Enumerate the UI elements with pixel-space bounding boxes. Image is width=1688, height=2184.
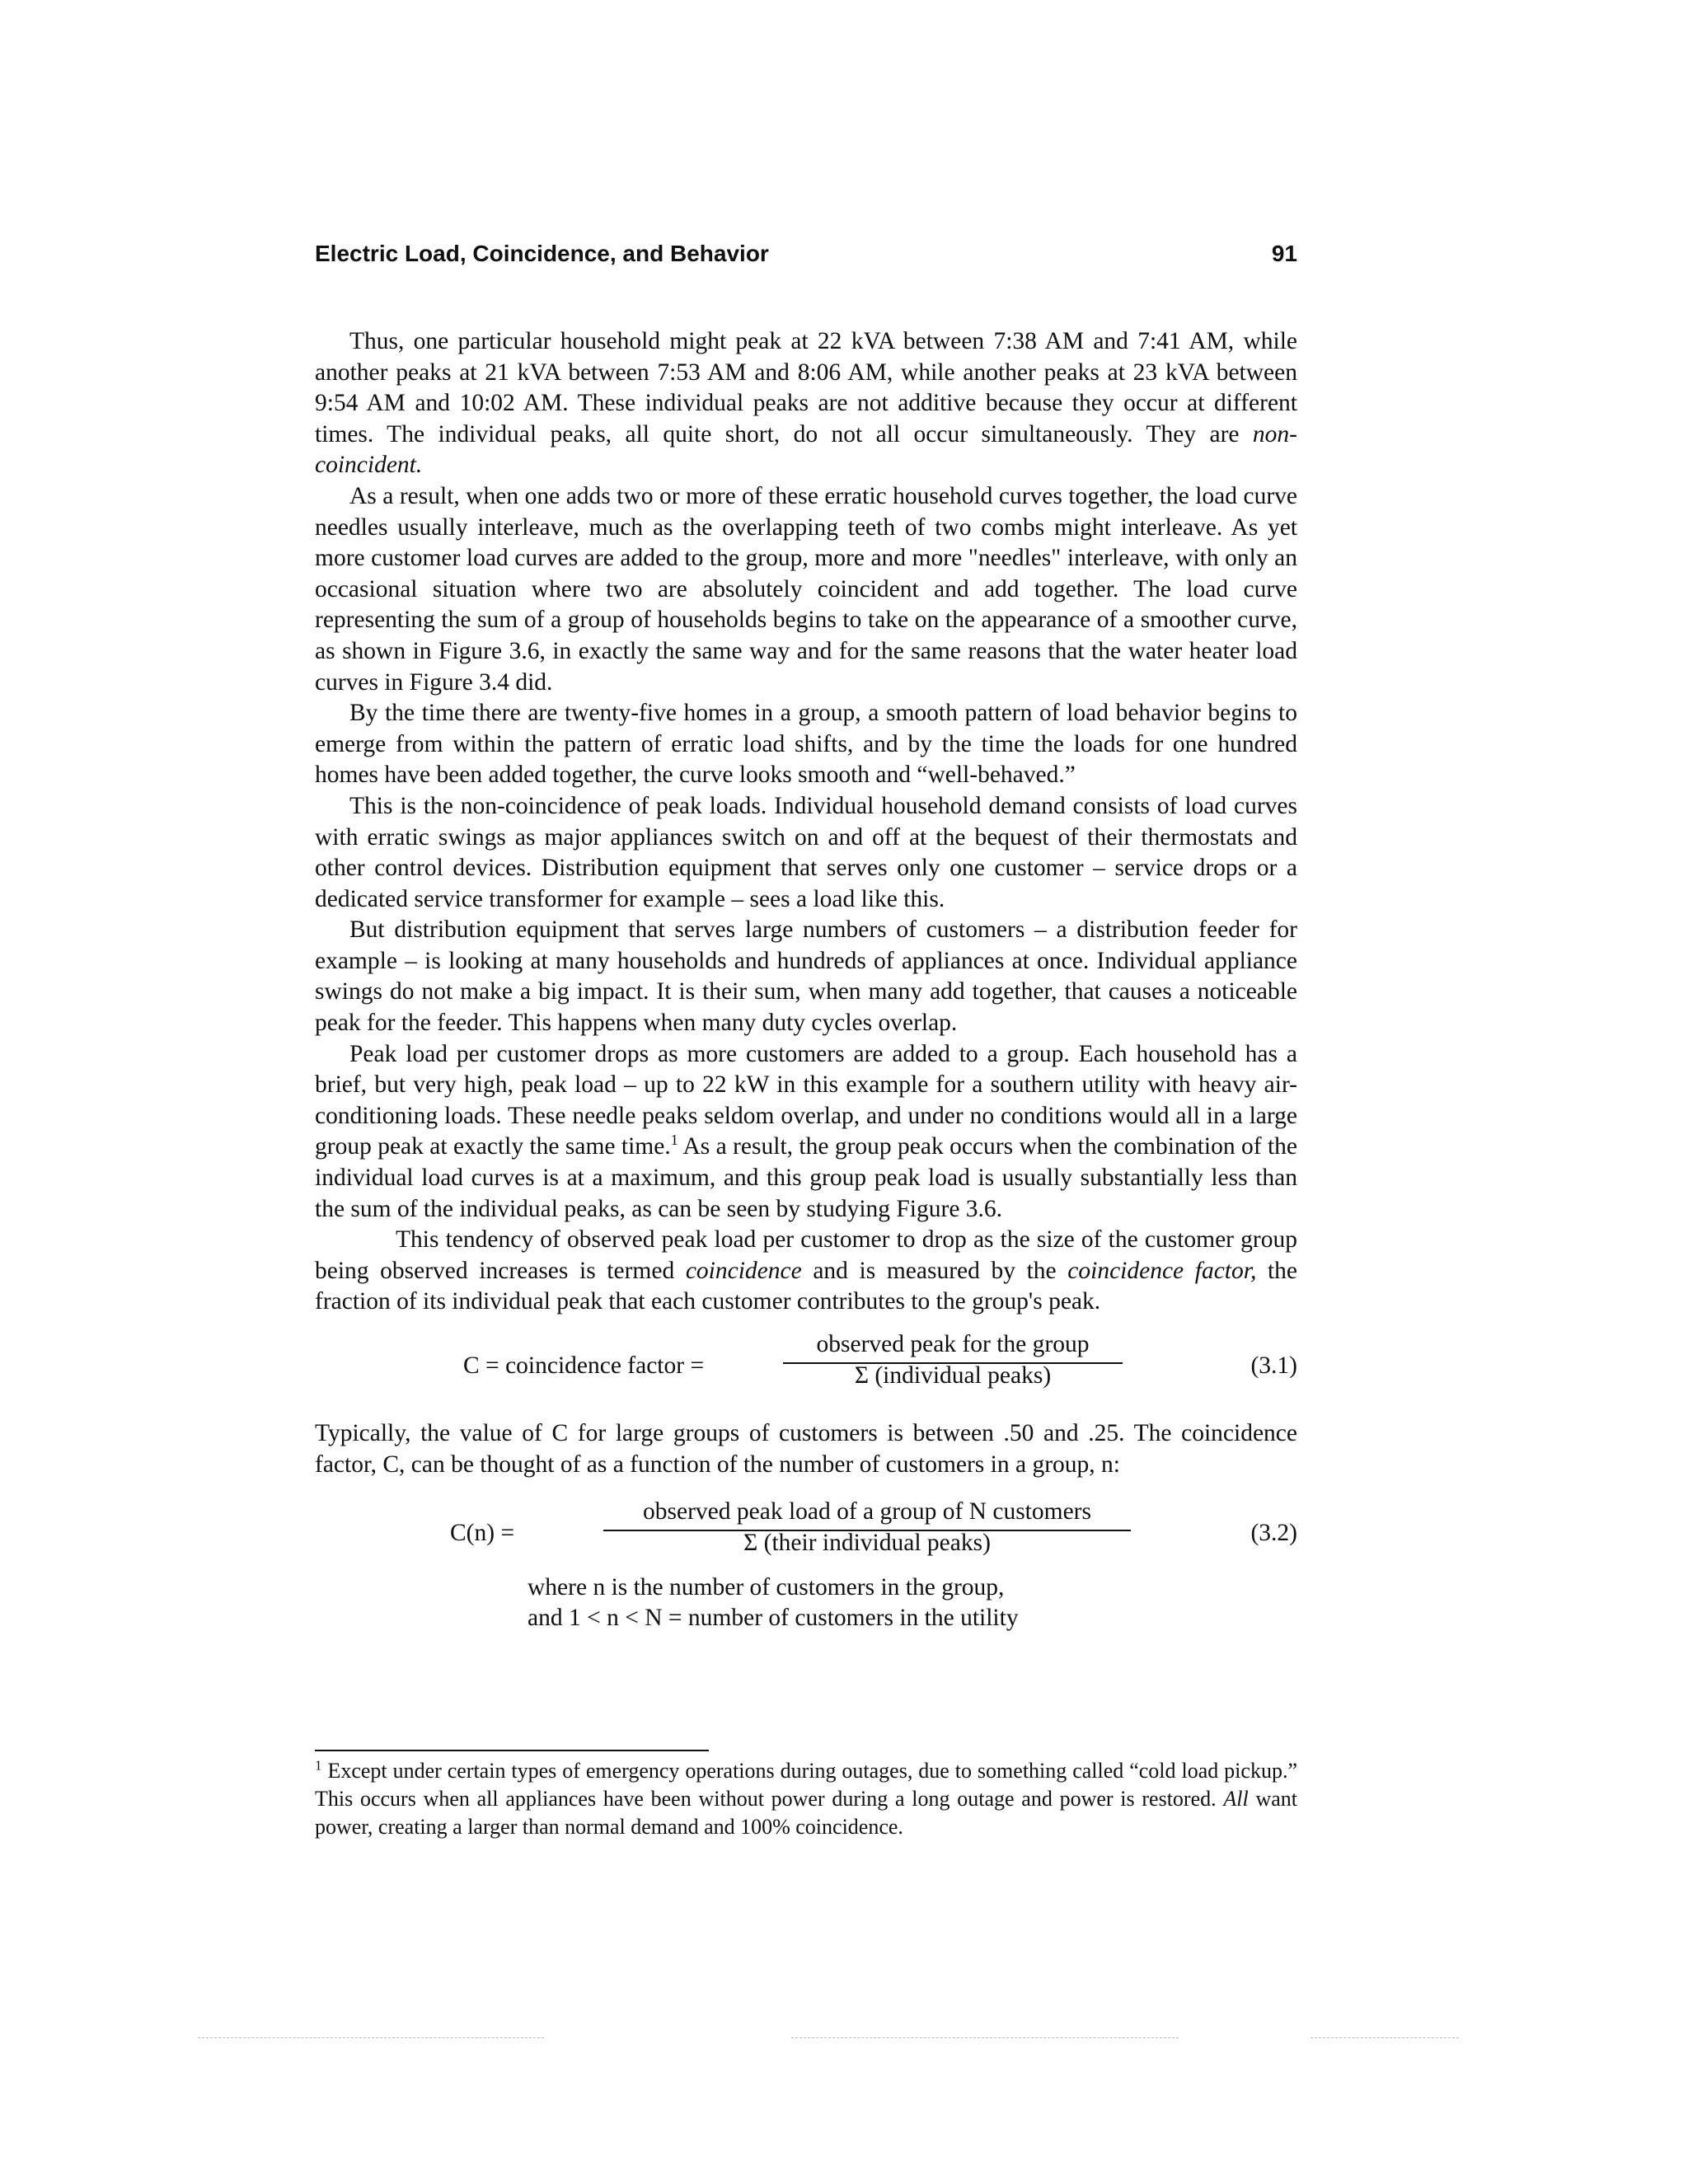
emphasis-non-coincident: non-coincident. xyxy=(315,420,1297,479)
paragraph-6 xyxy=(315,1039,1297,1226)
where-line-2: and 1 < n < N = number of customers in the utility xyxy=(528,1605,1019,1632)
paragraph-8: Typically, the value of C for large groups of customers is between .50 and .25. The coincidence factor, C, can be thought of as a function of the number of customers in a group, n: xyxy=(315,1420,1297,1478)
equation-3-1 xyxy=(315,1329,1297,1410)
page-number: 91 xyxy=(1271,241,1297,266)
footnote-text-a: Except under certain types of emergency operations during outages, due to something called “cold load pickup.” This occurs when all appliances have been without power during a long outage and power is restored. xyxy=(315,1759,1297,1811)
equation-3-2-numerator: observed peak load of a group of N customers xyxy=(643,1498,1091,1526)
paragraph-6-text-a: Peak load per customer drops as more customers are added to a group. Each household has a brief, but very high, peak load – up to 22 kW in this example for a southern utility with heavy air-conditioning loads. These needle peaks seldom overlap, and under no conditions would all in a large group peak at exactly the same time. xyxy=(315,1040,1297,1160)
equation-3-1-denominator: Σ (individual peaks) xyxy=(854,1361,1052,1389)
scan-artifact-right xyxy=(1311,2037,1459,2038)
scan-artifact-left xyxy=(198,2037,544,2038)
paragraph-2: As a result, when one adds two or more of these erratic household curves together, the load curve needles usually interleave, much as the overlapping teeth of two combs might interleave. As yet more customer load curves are added to the group, more and more "needles" interleave, with only an occasional situation where two are absolutely coincident and add together. The load curve representing the sum of a group of households begins to take on the appearance of a smoother curve, as shown in Figure 3.6, in exactly the same way and for the same reasons that the water heater load curves in Figure 3.4 did. xyxy=(315,482,1297,696)
footnote-number: 1 xyxy=(315,1757,322,1774)
equation-3-2-number: (3.2) xyxy=(1250,1520,1297,1547)
emphasis-coincidence: coincidence xyxy=(685,1257,802,1284)
equation-3-2-denominator: Σ (their individual peaks) xyxy=(743,1529,991,1556)
emphasis-coincidence-factor: coincidence factor, xyxy=(1067,1257,1257,1284)
footnote xyxy=(315,1757,1297,1841)
paragraph-7 xyxy=(315,1225,1297,1318)
equation-3-1-numerator: observed peak for the group xyxy=(816,1331,1090,1357)
paragraph-7-text-b: and is measured by the xyxy=(801,1257,1068,1284)
paragraph-7-text-a: This tendency of observed peak load per customer to drop as the size of the customer group being observed increases is termed xyxy=(315,1226,1297,1284)
equation-3-1-number: (3.1) xyxy=(1250,1352,1297,1379)
paragraph-1-text: Thus, one particular household might peak at 22 kVA between 7:38 AM and 7:41 AM, while another peaks at 21 kVA between 7:53 AM and 8:06 AM, while another peaks at 23 kVA between 9:54 AM and 10:02 AM. These individual peaks are not additive because they occur at different times. The individual peaks, all quite short, do not all occur simultaneously. They are xyxy=(315,328,1297,448)
paragraph-1 xyxy=(315,326,1297,481)
body-text xyxy=(315,326,1298,1632)
paragraph-4: This is the non-coincidence of peak loads. Individual household demand consists of load curves with erratic swings as major appliances switch on and off at the bequest of their thermostats and other control devices. Distribution equipment that serves only one customer – service drops or a dedicated service transformer for example – sees a load like this. xyxy=(315,792,1297,912)
where-line-1: where n is the number of customers in the group, xyxy=(528,1574,1005,1601)
equation-3-2 xyxy=(315,1497,1297,1632)
footnote-text-b: want power, creating a larger than normal demand and 100% coincidence. xyxy=(315,1787,1297,1839)
equation-3-2-fraction xyxy=(603,1497,1131,1558)
running-title: Electric Load, Coincidence, and Behavior xyxy=(315,241,769,266)
paragraph-6-text-b: As a result, the group peak occurs when the combination of the individual load curves is at a maximum, and this group peak load is usually substantially less than the sum of the individual peaks, as can be seen by studying Figure 3.6. xyxy=(315,1133,1297,1222)
scan-artifact-center xyxy=(791,2037,1179,2038)
paragraph-3: By the time there are twenty-five homes in a group, a smooth pattern of load behavior begins to emerge from within the pattern of erratic load shifts, and by the time the loads for one hundred homes have been added together, the curve looks smooth and “well-behaved.” xyxy=(315,700,1297,789)
paragraph-7-text-c: the fraction of its individual peak that each customer contributes to the group's peak. xyxy=(315,1257,1298,1315)
footnote-emphasis: All xyxy=(1223,1787,1249,1811)
equation-3-2-where-clause xyxy=(528,1572,1019,1633)
equation-3-1-fraction xyxy=(783,1329,1123,1391)
paragraph-5: But distribution equipment that serves large numbers of customers – a distribution feeder for example – is looking at many households and hundreds of appliances at once. Individual appliance swings do not make a big impact. It is their sum, when many add together, that causes a noticeable peak for the feeder. This happens when many duty cycles overlap. xyxy=(315,916,1297,1037)
footnote-separator xyxy=(315,1750,709,1751)
equation-3-2-lhs: C(n) = xyxy=(450,1520,515,1547)
equation-3-1-lhs: C = coincidence factor = xyxy=(463,1352,705,1379)
footnote-marker: 1 xyxy=(670,1132,678,1149)
